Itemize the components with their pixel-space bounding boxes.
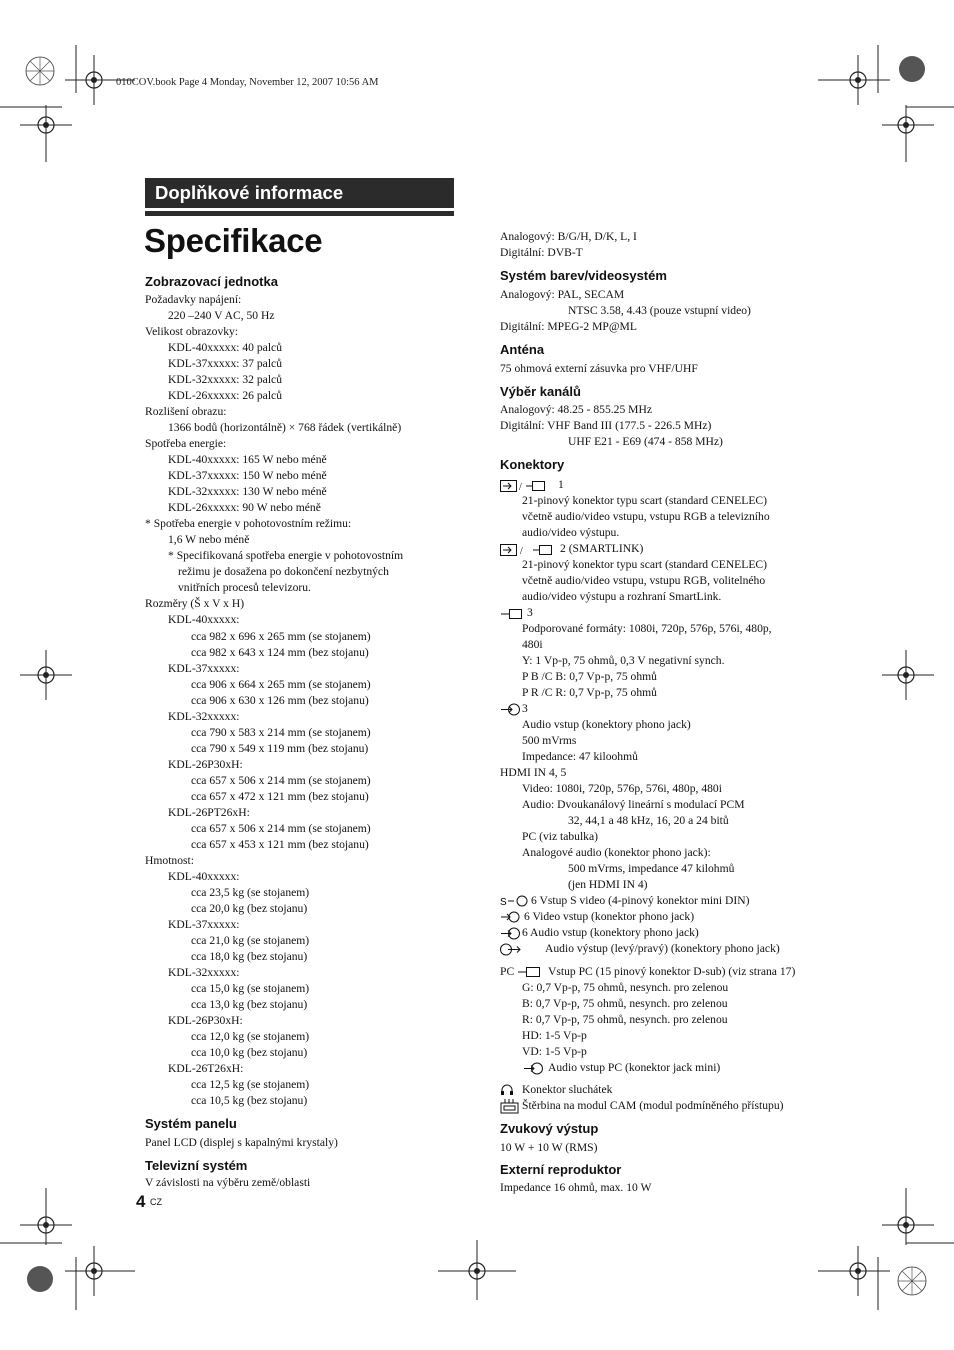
spec-line: cca 657 x 472 x 121 mm (bez stojanu) — [191, 790, 369, 803]
spec-line: KDL-26xxxxx: 26 palců — [168, 389, 282, 402]
spec-line: KDL-37xxxxx: 150 W nebo méně — [168, 469, 327, 482]
page-number: 4 — [136, 1192, 146, 1211]
spec-line: 480i — [522, 638, 543, 651]
spec-line: audio/video výstupu a rozhraní SmartLink. — [522, 590, 722, 603]
spec-line: cca 23,5 kg (se stojanem) — [191, 886, 310, 899]
spec-heading: Konektory — [500, 457, 565, 472]
spec-line: 1366 bodů (horizontálně) × 768 řádek (vertikálně) — [168, 421, 402, 434]
spec-line: cca 15,0 kg (se stojanem) — [191, 982, 310, 995]
spec-line: 500 mVrms, impedance 47 kilohmů — [568, 862, 735, 875]
spec-line: cca 657 x 506 x 214 mm (se stojanem) — [191, 822, 371, 835]
spec-line: Panel LCD (displej s kapalnými krystaly) — [145, 1136, 338, 1149]
spec-heading: Externí reproduktor — [500, 1162, 622, 1177]
audio-input-icon — [500, 703, 522, 716]
spec-line: Impedance: 47 kiloohmů — [522, 750, 638, 763]
video-input-icon — [500, 911, 522, 923]
spec-line: cca 982 x 696 x 265 mm (se stojanem) — [191, 630, 371, 643]
spec-line: KDL-40xxxxx: 165 W nebo méně — [168, 453, 327, 466]
page-language-code: CZ — [150, 1197, 162, 1207]
spec-line: KDL-37xxxxx: — [168, 918, 240, 931]
spec-line: 1 — [558, 478, 564, 491]
scart-input-icon — [500, 480, 556, 492]
spec-line: Audio: Dvoukanálový lineární s modulací PCM — [522, 798, 745, 811]
spec-line: HD: 1-5 Vp-p — [522, 1029, 587, 1042]
spec-line: vnitřních procesů televizoru. — [178, 581, 311, 594]
spec-line: cca 20,0 kg (bez stojanu) — [191, 902, 308, 915]
spec-line: KDL-40xxxxx: — [168, 870, 240, 883]
spec-line: cca 18,0 kg (bez stojanu) — [191, 950, 308, 963]
spec-line: Audio vstup (konektory phono jack) — [522, 718, 691, 731]
cam-slot-icon — [500, 1098, 520, 1114]
spec-line: HDMI IN 4, 5 — [500, 766, 567, 779]
spec-line: * Specifikovaná spotřeba energie v pohotovostním — [168, 549, 404, 562]
spec-line: Analogový: PAL, SECAM — [500, 288, 625, 301]
spec-line: VD: 1-5 Vp-p — [522, 1045, 587, 1058]
spec-line: * Spotřeba energie v pohotovostním režimu: — [145, 517, 352, 530]
s-video-icon — [500, 895, 531, 907]
spec-line: Digitální: DVB-T — [500, 246, 583, 259]
spec-line: KDL-26P30xH: — [168, 1014, 243, 1027]
spec-line: Rozměry (Š x V x H) — [145, 597, 245, 610]
spec-line: Konektor sluchátek — [522, 1083, 613, 1096]
spec-line: KDL-26P30xH: — [168, 758, 243, 771]
section-title: Doplňkové informace — [155, 182, 344, 203]
spec-line: cca 12,5 kg (se stojanem) — [191, 1078, 310, 1091]
spec-line: cca 790 x 583 x 214 mm (se stojanem) — [191, 726, 371, 739]
spec-line: cca 906 x 630 x 126 mm (bez stojanu) — [191, 694, 369, 707]
spec-line: cca 657 x 506 x 214 mm (se stojanem) — [191, 774, 371, 787]
spec-line: Velikost obrazovky: — [145, 325, 239, 338]
spec-line: (jen HDMI IN 4) — [568, 878, 648, 891]
spec-line: cca 10,5 kg (bez stojanu) — [191, 1094, 308, 1107]
spec-line: Štěrbina na modul CAM (modul podmíněného přístupu) — [522, 1099, 784, 1112]
spec-line: G: 0,7 Vp-p, 75 ohmů, nesynch. pro zelenou — [522, 981, 729, 994]
spec-line: Vstup PC (15 pinový konektor D-sub) (viz strana 17) — [548, 965, 796, 978]
spec-line: cca 982 x 643 x 124 mm (bez stojanu) — [191, 646, 369, 659]
spec-heading: Systém barev/videosystém — [500, 268, 667, 283]
spec-line: PC — [500, 965, 515, 978]
spec-line: KDL-26xxxxx: 90 W nebo méně — [168, 501, 321, 514]
svg-text:S: S — [500, 897, 507, 907]
spec-line: režimu je dosažena po dokončení nezbytných — [178, 565, 389, 578]
spec-line: Podporované formáty: 1080i, 720p, 576p, 576i, 480p, — [522, 622, 772, 635]
spec-line: 75 ohmová externí zásuvka pro VHF/UHF — [500, 362, 698, 375]
svg-text:/: / — [519, 482, 522, 492]
spec-line: KDL-37xxxxx: 37 palců — [168, 357, 282, 370]
audio-input-icon-2 — [500, 927, 522, 940]
spec-line: V závislosti na výběru země/oblasti — [145, 1176, 311, 1189]
spec-line: 3 — [522, 702, 528, 715]
spec-line: 21-pinový konektor typu scart (standard CENELEC) — [522, 494, 768, 507]
spec-line: KDL-32xxxxx: — [168, 966, 240, 979]
audio-output-icon — [500, 943, 522, 956]
spec-line: audio/video výstupu. — [522, 526, 620, 539]
spec-line: Digitální: MPEG-2 MP@ML — [500, 320, 637, 333]
spec-line: KDL-40xxxxx: 40 palců — [168, 341, 282, 354]
spec-line: 500 mVrms — [522, 734, 577, 747]
spec-line: KDL-37xxxxx: — [168, 662, 240, 675]
spec-line: Y: 1 Vp-p, 75 ohmů, 0,3 V negativní synch. — [522, 654, 725, 667]
spec-heading: Zvukový výstup — [500, 1121, 599, 1136]
section-title-bar — [145, 178, 454, 208]
spec-line: Audio výstup (levý/pravý) (konektory phono jack) — [545, 942, 780, 955]
spec-line: R: 0,7 Vp-p, 75 ohmů, nesynch. pro zelenou — [522, 1013, 728, 1026]
page-title: Specifikace — [144, 222, 323, 259]
spec-line: včetně audio/video vstupu, vstupu RGB, volitelného — [522, 574, 766, 587]
spec-line: cca 21,0 kg (se stojanem) — [191, 934, 310, 947]
spec-line: PC (viz tabulka) — [522, 830, 598, 843]
spec-line: Rozlišení obrazu: — [145, 405, 227, 418]
spec-heading: Anténa — [500, 342, 545, 357]
spec-line: Spotřeba energie: — [145, 437, 227, 450]
component-input-icon — [500, 608, 526, 620]
spec-line: KDL-40xxxxx: — [168, 613, 240, 626]
spec-line: UHF E21 - E69 (474 - 858 MHz) — [568, 435, 723, 448]
spec-line: 10 W + 10 W (RMS) — [500, 1141, 598, 1154]
spec-line: Video: 1080i, 720p, 576p, 576i, 480p, 480i — [522, 782, 722, 795]
spec-line: 6 Audio vstup (konektory phono jack) — [522, 926, 699, 939]
spec-heading: Systém panelu — [145, 1116, 237, 1131]
spec-line: cca 790 x 549 x 119 mm (bez stojanu) — [191, 742, 369, 755]
spec-line: cca 13,0 kg (bez stojanu) — [191, 998, 308, 1011]
spec-line: cca 10,0 kg (bez stojanu) — [191, 1046, 308, 1059]
spec-line: KDL-26PT26xH: — [168, 806, 250, 819]
svg-text:/: / — [520, 546, 523, 556]
spec-line: Digitální: VHF Band III (177.5 - 226.5 MHz) — [500, 419, 712, 432]
spec-line: Požadavky napájení: — [145, 293, 242, 306]
spec-line: 1,6 W nebo méně — [168, 533, 250, 546]
spec-line: KDL-32xxxxx: 130 W nebo méně — [168, 485, 327, 498]
section-divider — [145, 211, 454, 216]
spec-line: Hmotnost: — [145, 854, 194, 867]
spec-line: cca 906 x 664 x 265 mm (se stojanem) — [191, 678, 371, 691]
spec-heading: Zobrazovací jednotka — [145, 274, 278, 289]
spec-line: NTSC 3.58, 4.43 (pouze vstupní video) — [568, 304, 751, 317]
spec-heading: Výběr kanálů — [500, 384, 581, 399]
spec-line: Analogový: B/G/H, D/K, L, I — [500, 230, 637, 243]
spec-line: Analogové audio (konektor phono jack): — [522, 846, 711, 859]
page-header: 010COV.book Page 4 Monday, November 12, 2007 10:56 AM — [116, 77, 379, 88]
scart-smartlink-icon — [500, 544, 558, 556]
spec-line: cca 12,0 kg (se stojanem) — [191, 1030, 310, 1043]
spec-line: P R /C R: 0,7 Vp-p, 75 ohmů — [522, 686, 657, 699]
pc-input-icon — [517, 966, 545, 978]
headphones-icon — [500, 1084, 514, 1096]
spec-line: 6 Video vstup (konektor phono jack) — [524, 910, 695, 923]
spec-line: 32, 44,1 a 48 kHz, 16, 20 a 24 bitů — [568, 814, 729, 827]
spec-line: 21-pinový konektor typu scart (standard CENELEC) — [522, 558, 768, 571]
spec-line: KDL-26T26xH: — [168, 1062, 244, 1075]
spec-line: Audio vstup PC (konektor jack mini) — [548, 1061, 721, 1074]
spec-line: KDL-32xxxxx: 32 palců — [168, 373, 282, 386]
spec-line: P B /C B: 0,7 Vp-p, 75 ohmů — [522, 670, 657, 683]
spec-line: Analogový: 48.25 - 855.25 MHz — [500, 403, 652, 416]
spec-line: Impedance 16 ohmů, max. 10 W — [500, 1181, 652, 1194]
spec-heading: Televizní systém — [145, 1158, 248, 1173]
spec-line: včetně audio/video vstupu, vstupu RGB a televizního — [522, 510, 770, 523]
spec-line: cca 657 x 453 x 121 mm (bez stojanu) — [191, 838, 369, 851]
spec-line: 2 (SMARTLINK) — [560, 542, 644, 555]
spec-line: B: 0,7 Vp-p, 75 ohmů, nesynch. pro zelenou — [522, 997, 728, 1010]
spec-line: 220 –240 V AC, 50 Hz — [168, 309, 275, 322]
spec-line: 3 — [527, 606, 533, 619]
spec-line: 6 Vstup S video (4-pinový konektor mini DIN) — [531, 894, 750, 907]
spec-line: KDL-32xxxxx: — [168, 710, 240, 723]
pc-audio-input-icon — [523, 1062, 545, 1075]
